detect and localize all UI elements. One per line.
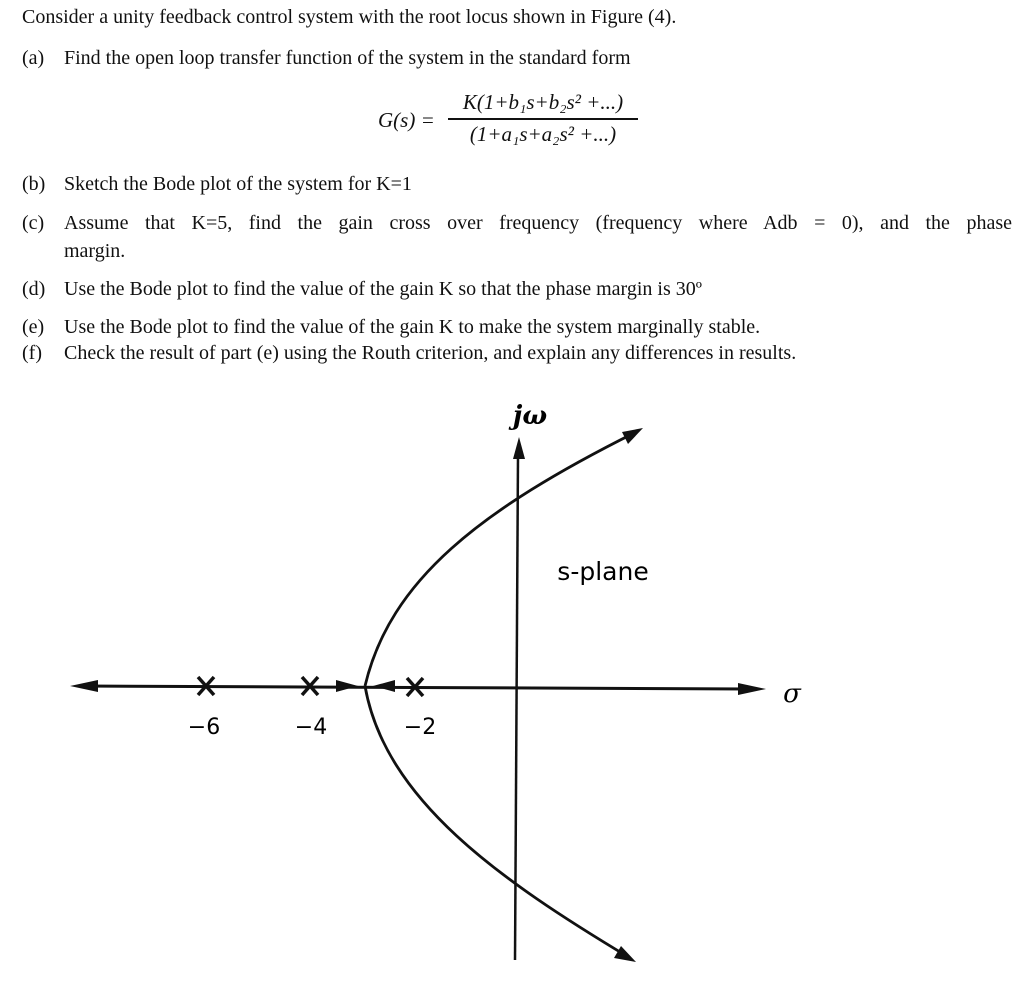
- breakaway-arrow-from-right: [373, 680, 395, 692]
- question-b-text: Sketch the Bode plot of the system for K=1: [64, 173, 412, 195]
- locus-upper-arrow: [622, 428, 643, 444]
- question-d-label: (d): [22, 278, 46, 300]
- breakaway-arrow-from-left: [336, 680, 358, 692]
- question-e-label: (e): [22, 316, 45, 338]
- question-c-text-line1: Assume that K=5, find the gain cross over frequency (frequency where Adb = 0), and the phase: [64, 212, 1012, 234]
- tick-label-neg2: −2: [403, 715, 437, 740]
- locus-lower-arrow: [614, 946, 636, 962]
- problem-intro: Consider a unity feedback control system with the root locus shown in Figure (4).: [22, 6, 677, 28]
- imaginary-axis-arrow: [513, 437, 525, 459]
- imaginary-axis-label: jω: [512, 401, 548, 431]
- tick-label-neg4: −4: [294, 715, 328, 740]
- real-axis-label: σ: [783, 679, 801, 709]
- real-axis-right-arrow: [738, 683, 766, 695]
- question-c-label: (c): [22, 212, 45, 234]
- real-axis-left-arrow: [70, 680, 98, 692]
- question-c-text-line2: margin.: [64, 240, 126, 262]
- equation-denominator: (1+a₁s+a₂s² +...): [469, 121, 617, 146]
- question-f-text: Check the result of part (e) using the Routh criterion, and explain any differences in results.: [64, 342, 797, 364]
- question-a-text: Find the open loop transfer function of the system in the standard form: [64, 47, 631, 69]
- question-f-label: (f): [22, 342, 42, 364]
- question-a-label: (a): [22, 47, 45, 69]
- equation-lhs: G(s) =: [378, 108, 435, 132]
- question-d-text: Use the Bode plot to find the value of the gain K so that the phase margin is 30º: [64, 278, 702, 300]
- equation-numerator: K(1+b₁s+b₂s² +...): [462, 90, 624, 114]
- s-plane-label: s-plane: [557, 557, 649, 586]
- question-e-text: Use the Bode plot to find the value of the gain K to make the system marginally stable.: [64, 316, 761, 338]
- question-b-label: (b): [22, 173, 46, 195]
- tick-label-neg6: −6: [187, 715, 221, 740]
